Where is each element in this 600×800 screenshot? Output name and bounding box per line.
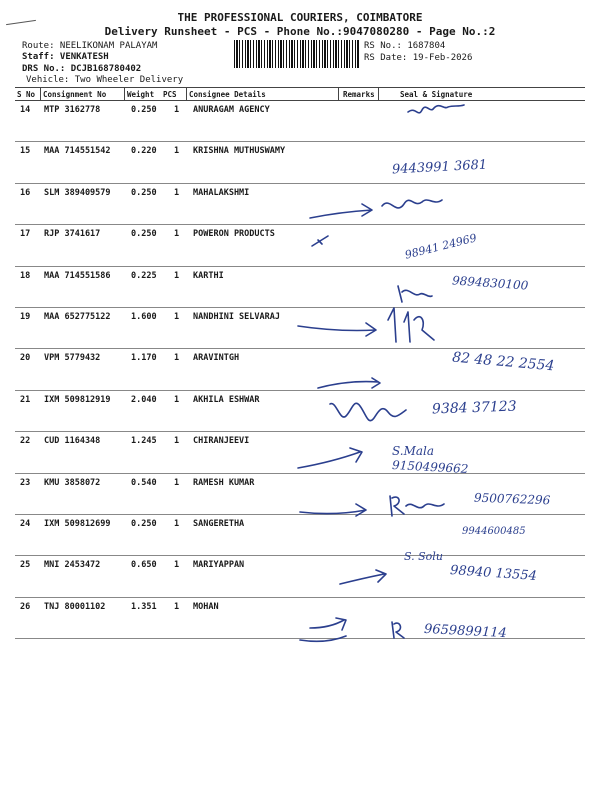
cell-pcs: 1 <box>174 436 180 447</box>
cell-consignment: VPM 5779432 <box>44 353 101 364</box>
cell-weight: 0.250 <box>131 187 157 198</box>
col-header-consignment: Consignment No <box>43 90 107 99</box>
cell-consignee: MAHALAKSHMI <box>193 187 250 198</box>
cell-consignee: SANGERETHA <box>193 519 245 529</box>
cell-pcs: 1 <box>174 312 180 322</box>
cell-consignee: RAMESH KUMAR <box>193 477 255 488</box>
runsheet-subtitle: Delivery Runsheet - PCS - Phone No.:9047080280 - Page No.:2 <box>104 25 496 38</box>
handwritten-phone: 98941 24969 <box>403 231 478 262</box>
staff-label: Staff: VENKATESH <box>22 52 109 62</box>
rs-date: RS Date: 19-Feb-2026 <box>364 53 473 63</box>
rs-number: RS No.: 1687804 <box>364 41 446 51</box>
cell-consignee: POWERON PRODUCTS <box>193 229 275 240</box>
cell-weight: 0.220 <box>131 146 157 157</box>
cell-consignment: MAA 652775122 <box>44 312 111 322</box>
cell-pcs: 1 <box>174 477 180 488</box>
cell-sno: 18 <box>20 270 31 281</box>
cell-sno: 24 <box>20 519 31 529</box>
cell-weight: 0.650 <box>131 560 157 571</box>
cell-consignment: MAA 714551542 <box>44 146 111 157</box>
cell-consignee: CHIRANJEEVI <box>193 436 250 447</box>
cell-consignment: CUD 1164348 <box>44 436 101 447</box>
cell-consignment: MTP 3162778 <box>44 105 101 115</box>
drs-number: DRS No.: DCJB168780402 <box>22 64 142 74</box>
cell-consignment: TNJ 80001102 <box>44 601 106 612</box>
cell-consignee: KARTHI <box>193 270 224 281</box>
cell-weight: 0.225 <box>131 270 157 281</box>
cell-pcs: 1 <box>174 229 180 240</box>
cell-weight: 2.040 <box>131 394 157 405</box>
cell-sno: 21 <box>20 394 31 405</box>
cell-consignee: AKHILA ESHWAR <box>193 394 260 405</box>
handwritten-phone: 9384 37123 <box>431 398 517 418</box>
cell-weight: 1.170 <box>131 353 157 364</box>
cell-consignment: SLM 389409579 <box>44 187 111 198</box>
cell-weight: 0.540 <box>131 477 157 488</box>
cell-pcs: 1 <box>174 187 180 198</box>
cell-sno: 17 <box>20 229 31 240</box>
col-header-consignee: Consignee Details <box>189 90 266 99</box>
cell-sno: 16 <box>20 187 31 198</box>
cell-weight: 0.250 <box>131 519 157 529</box>
cell-weight: 1.351 <box>131 601 157 612</box>
col-header-seal: Seal & Signature <box>400 90 473 99</box>
handwritten-phone: 9894830100 <box>451 273 529 293</box>
cell-pcs: 1 <box>174 560 180 571</box>
handwritten-phone: 9944600485 <box>462 526 526 537</box>
cell-consignee: KRISHNA MUTHUSWAMY <box>193 146 286 157</box>
cell-weight: 1.600 <box>131 312 157 322</box>
vehicle-label: Vehicle: Two Wheeler Delivery <box>26 75 184 85</box>
cell-weight: 1.245 <box>131 436 157 447</box>
cell-pcs: 1 <box>174 394 180 405</box>
cell-pcs: 1 <box>174 270 180 281</box>
handwritten-name: S. Solu <box>404 550 443 563</box>
cell-pcs: 1 <box>174 519 180 529</box>
handwritten-phone: 9443991 3681 <box>391 157 488 178</box>
cell-consignment: RJP 3741617 <box>44 229 101 240</box>
handwritten-name: S.Mala <box>392 444 435 458</box>
cell-weight: 0.250 <box>131 105 157 115</box>
handwritten-phone: 9500762296 <box>473 490 551 508</box>
cell-weight: 0.250 <box>131 229 157 240</box>
handwritten-phone: 9150499662 <box>391 458 469 476</box>
cell-consignment: IXM 509812699 <box>44 519 111 529</box>
cell-pcs: 1 <box>174 601 180 612</box>
cell-sno: 15 <box>20 146 31 157</box>
handwritten-phone: 9659899114 <box>423 621 508 642</box>
cell-consignee: ANURAGAM AGENCY <box>193 105 270 115</box>
col-header-weight: Weight <box>127 90 155 99</box>
cell-consignee: ARAVINTGH <box>193 353 240 364</box>
cell-consignment: IXM 509812919 <box>44 394 111 405</box>
cell-consignment: MNI 2453472 <box>44 560 101 571</box>
cell-sno: 23 <box>20 477 31 488</box>
handwritten-phone: 82 48 22 2554 <box>451 349 555 375</box>
col-header-pcs: PCS <box>163 90 177 99</box>
company-title: THE PROFESSIONAL COURIERS, COIMBATORE <box>177 11 423 24</box>
cell-consignee: NANDHINI SELVARAJ <box>193 312 280 322</box>
route-label: Route: NEELIKONAM PALAYAM <box>22 41 158 51</box>
cell-sno: 19 <box>20 312 31 322</box>
cell-sno: 22 <box>20 436 31 447</box>
cell-sno: 26 <box>20 601 31 612</box>
cell-consignee: MOHAN <box>193 601 219 612</box>
cell-pcs: 1 <box>174 146 180 157</box>
cell-sno: 20 <box>20 353 31 364</box>
cell-consignment: KMU 3858072 <box>44 477 101 488</box>
col-header-remarks: Remarks <box>343 90 375 99</box>
cell-sno: 25 <box>20 560 31 571</box>
cell-sno: 14 <box>20 105 31 115</box>
cell-consignee: MARIYAPPAN <box>193 560 245 571</box>
cell-pcs: 1 <box>174 353 180 364</box>
cell-pcs: 1 <box>174 105 180 115</box>
cell-consignment: MAA 714551586 <box>44 270 111 281</box>
handwritten-phone: 98940 13554 <box>449 562 538 585</box>
col-header-sno: S No <box>17 90 36 99</box>
